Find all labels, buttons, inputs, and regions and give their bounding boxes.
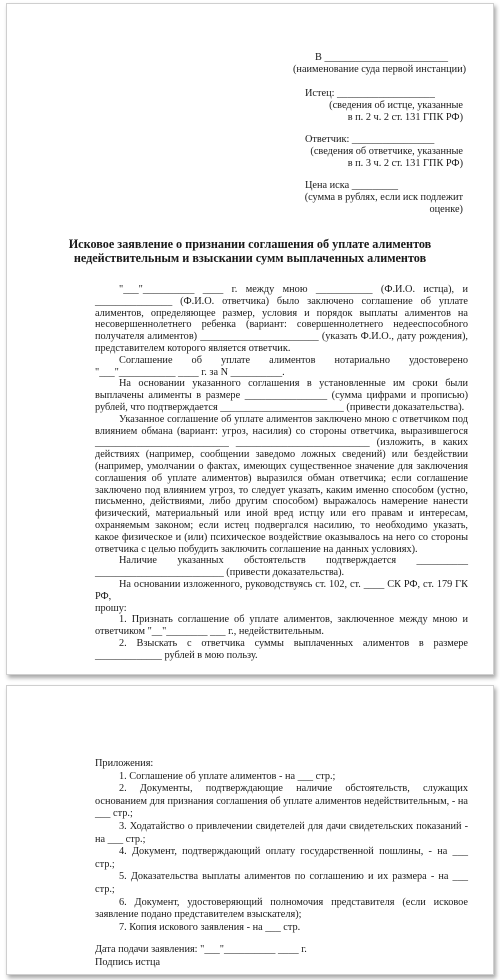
signature-line: Подпись истца — [95, 956, 161, 968]
document-title-line-1: Исковое заявление о признании соглашения об уплате алиментов — [68, 237, 432, 251]
paragraph-evidence: Наличие указанных обстоятельств подтверждается __________ _________________________ (привести доказательства). — [95, 555, 468, 579]
request-item-1: 1. Признать соглашение об уплате алиментов, заключенное между мною и ответчиком "__"________ ___ г., недействительным. — [95, 614, 468, 638]
plaintiff-line: Истец: ___________________ — [305, 88, 435, 99]
appendix-item: 7. Копия искового заявления - на ___ стр. — [119, 921, 301, 933]
paragraph-agreement: "___"__________ ____ г. между мною ___________ (Ф.И.О. истца), и _______________ (Ф.И.О. ответчика) было заключено соглашение об уплате алиментов, определяющее размер, условия и порядок выплаты алиментов на несовершеннолетнего ребенка (вариант: совершеннолетнего недееспособного получателя алиментов) _______________________ (указать Ф.И.О., дату рождения), представителем которого является ответчик. — [95, 284, 468, 354]
appendix-item: 6. Документ, удостоверяющий полномочия представителя (если исковое заявление подано представителем взыскателя); — [95, 896, 468, 921]
appendix-item: 1. Соглашение об уплате алиментов - на ___ стр.; — [119, 770, 336, 782]
defendant-line: Ответчик: ________________ — [305, 134, 435, 145]
request-item-2: 2. Взыскать с ответчика суммы выплаченных алиментов в размере _____________ рублей в мою пользу. — [95, 637, 468, 661]
paragraph-notary: Соглашение об уплате алиментов нотариально удостоверено "___"___________ ____ г. за N __________. — [95, 354, 468, 378]
appendix-item: 4. Документ, подтверждающий оплату государственной пошлины, - на ___ стр.; — [95, 846, 468, 870]
document-page-2 — [6, 685, 494, 975]
defendant-note-1: (сведения об ответчике, указанные — [310, 146, 463, 157]
appendix-item: 5. Доказательства выплаты алиментов по соглашению и их размера - на ___ стр.; — [95, 871, 468, 895]
paragraph-request-heading: прошу: — [95, 602, 127, 614]
paragraph-payments: На основании указанного соглашения в установленные им сроки были выплачены алименты в размере ________________ (сумма цифрами и прописью) рублей, что подтверждается ________________________ (привести доказательства). — [95, 378, 468, 413]
plaintiff-note-2: в п. 2 ч. 2 ст. 131 ГПК РФ) — [347, 112, 463, 123]
claim-price-note-2: оценке) — [429, 204, 463, 215]
document-title-line-2: недействительным и взыскании сумм выплаченных алиментов — [73, 251, 427, 265]
appendix-section — [95, 758, 468, 970]
paragraph-deception: Указанное соглашение об уплате алиментов заключено мною с ответчиком под влиянием обмана (вариант: угроз, насилия) со стороны ответчика, выразившегося __________________________ __________________________ (изложить, в каких действиях (например, сообщении заведомо ложных сведений) или бездействии (например, умолчании о фактах, имеющих существенное значение для заключения соглашения об уплате алиментов) выразился обман ответчика; если соглашение заключено под влиянием угроз, то следует указать, каким именно способом (устно, письменно, действиями, либо другим способом) выражалось намерение нанести физический, материальный или иной вред истцу или его правам и интересам, охраняемым законом; если истец подвергался насилию, то необходимо указать, какое физическое и (или) психическое воздействие оказывалось на него со стороны ответчика с целью побудить заключить соглашение на данных условиях). — [95, 413, 468, 555]
claim-price-line: Цена иска _________ — [305, 180, 399, 191]
court-line: В ________________________ — [315, 52, 449, 63]
court-note: (наименование суда первой инстанции) — [293, 64, 467, 75]
claim-price-note-1: (сумма в рублях, если иск подлежит — [304, 192, 463, 203]
plaintiff-note-1: (сведения об истце, указанные — [329, 100, 463, 111]
appendix-item: 3. Ходатайство о привлечении свидетелей для дачи свидетельских показаний - на ___ стр.; — [95, 820, 468, 845]
defendant-note-2: в п. 3 ч. 2 ст. 131 ГПК РФ) — [347, 158, 463, 169]
paragraph-legal-basis: На основании изложенного, руководствуясь ст. 102, ст. ____ СК РФ, ст. 179 ГК РФ, — [95, 578, 468, 602]
appendix-heading: Приложения: — [95, 758, 154, 769]
document-page-1 — [6, 3, 494, 675]
claim-body — [95, 284, 468, 662]
appendix-item: 2. Документы, подтверждающие наличие обстоятельств, служащих основанием для признания соглашения об уплате алиментов недействительным, - на ___ стр.; — [95, 783, 468, 820]
filing-date-line: Дата подачи заявления: "___"__________ ____ г. — [95, 944, 307, 956]
